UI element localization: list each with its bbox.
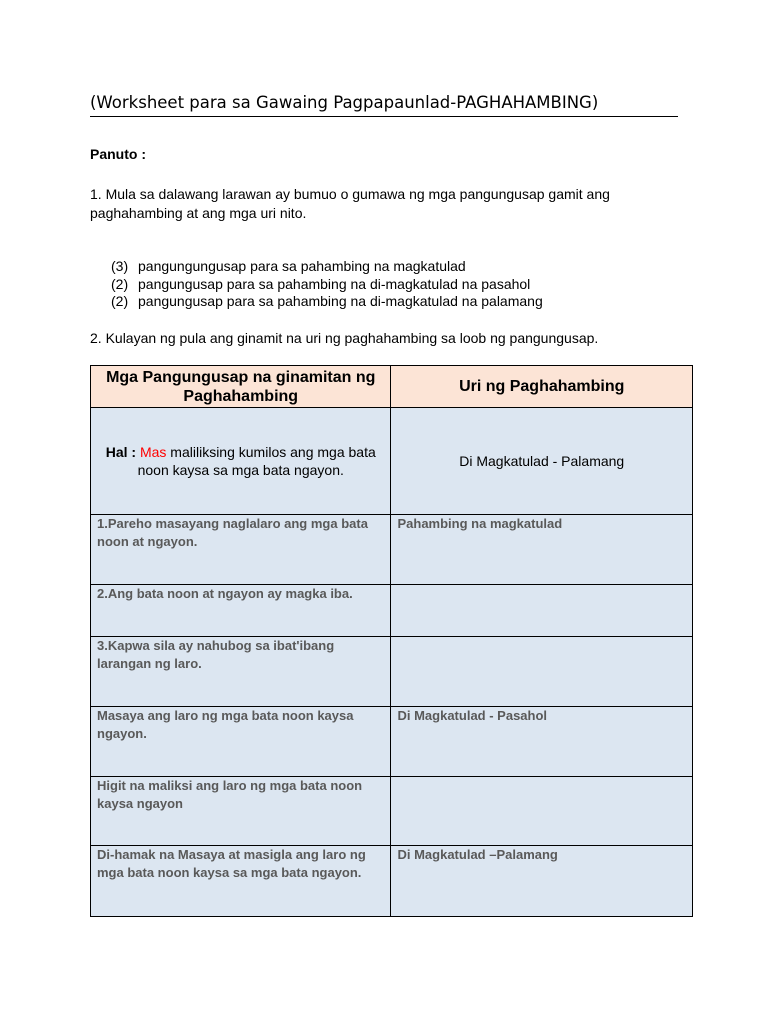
panuto-label: Panuto : bbox=[90, 146, 146, 162]
type-cell[interactable] bbox=[391, 585, 693, 637]
sentence-cell[interactable] bbox=[91, 637, 391, 707]
sentence-text: Di-hamak na Masaya at masigla ang laro ng mga bata noon kaysa sa mga bata ngayon. bbox=[97, 847, 366, 880]
example-type-cell bbox=[391, 408, 693, 515]
sub-instruction-item bbox=[111, 258, 543, 276]
sentence-cell[interactable] bbox=[91, 585, 391, 637]
sub-instruction-text: pangungusap para sa pahambing na di-magkatulad na palamang bbox=[138, 293, 543, 309]
sentence-text: Higit na maliksi ang laro ng mga bata noon kaysa ngayon bbox=[97, 778, 363, 811]
example-rest: maliliksing kumilos ang mga bata noon kaysa sa mga bata ngayon. bbox=[137, 444, 376, 478]
sentence-cell[interactable] bbox=[91, 846, 391, 917]
example-highlight: Mas bbox=[139, 444, 167, 460]
example-sentence bbox=[91, 443, 390, 479]
sentence-cell[interactable] bbox=[91, 515, 391, 585]
sentence-cell[interactable] bbox=[91, 777, 391, 846]
table-row bbox=[91, 777, 693, 846]
sentence-text: Masaya ang laro ng mga bata noon kaysa ngayon. bbox=[97, 708, 354, 741]
table-row bbox=[91, 585, 693, 637]
type-cell[interactable] bbox=[391, 777, 693, 846]
table-row bbox=[91, 637, 693, 707]
table-row bbox=[91, 846, 693, 917]
header-sentences: Mga Pangungusap na ginamitan ng Paghahambing bbox=[91, 366, 391, 408]
example-label: Hal : bbox=[105, 444, 137, 460]
type-text: Pahambing na magkatulad bbox=[397, 516, 563, 531]
sentence-text: 3.Kapwa sila ay nahubog sa ibat'ibang larangan ng laro. bbox=[97, 638, 335, 671]
sentence-text: 2.Ang bata noon at ngayon ay magka iba. bbox=[97, 586, 353, 601]
sub-instruction-text: pangungungusap para sa pahambing na magkatulad bbox=[138, 258, 466, 274]
table-row bbox=[91, 515, 693, 585]
type-cell[interactable] bbox=[391, 846, 693, 917]
example-sentence-cell bbox=[91, 408, 391, 515]
type-cell[interactable] bbox=[391, 707, 693, 777]
comparison-table bbox=[90, 365, 693, 917]
sub-instruction-number: (2) bbox=[111, 293, 129, 309]
example-row bbox=[91, 408, 693, 515]
sub-instruction-list bbox=[111, 258, 543, 311]
type-cell[interactable] bbox=[391, 637, 693, 707]
worksheet-title: (Worksheet para sa Gawaing Pagpapaunlad-PAGHAHAMBING) bbox=[90, 92, 678, 117]
type-text: Di Magkatulad –Palamang bbox=[397, 847, 558, 862]
sub-instruction-item bbox=[111, 293, 543, 311]
sentence-cell[interactable] bbox=[91, 707, 391, 777]
sub-instruction-number: (2) bbox=[111, 275, 129, 292]
sub-instruction-number: (3) bbox=[111, 258, 129, 274]
type-text: Di Magkatulad - Pasahol bbox=[397, 708, 548, 723]
type-cell[interactable] bbox=[391, 515, 693, 585]
header-type: Uri ng Paghahambing bbox=[391, 366, 693, 408]
table-row bbox=[91, 707, 693, 777]
table-header-row bbox=[91, 366, 693, 408]
sub-instruction-item bbox=[111, 276, 543, 294]
sentence-text: 1.Pareho masayang naglalaro ang mga bata noon at ngayon. bbox=[97, 516, 368, 549]
example-answer: Di Magkatulad - Palamang bbox=[459, 453, 625, 469]
instruction-2: 2. Kulayan ng pula ang ginamit na uri ng paghahambing sa loob ng pangungusap. bbox=[90, 330, 599, 346]
instruction-1: 1. Mula sa dalawang larawan ay bumuo o gumawa ng mga pangungusap gamit ang paghahambing at ang mga uri nito. bbox=[90, 186, 610, 221]
sub-instruction-text: pangungusap para sa pahambing na di-magkatulad na pasahol bbox=[138, 275, 531, 292]
